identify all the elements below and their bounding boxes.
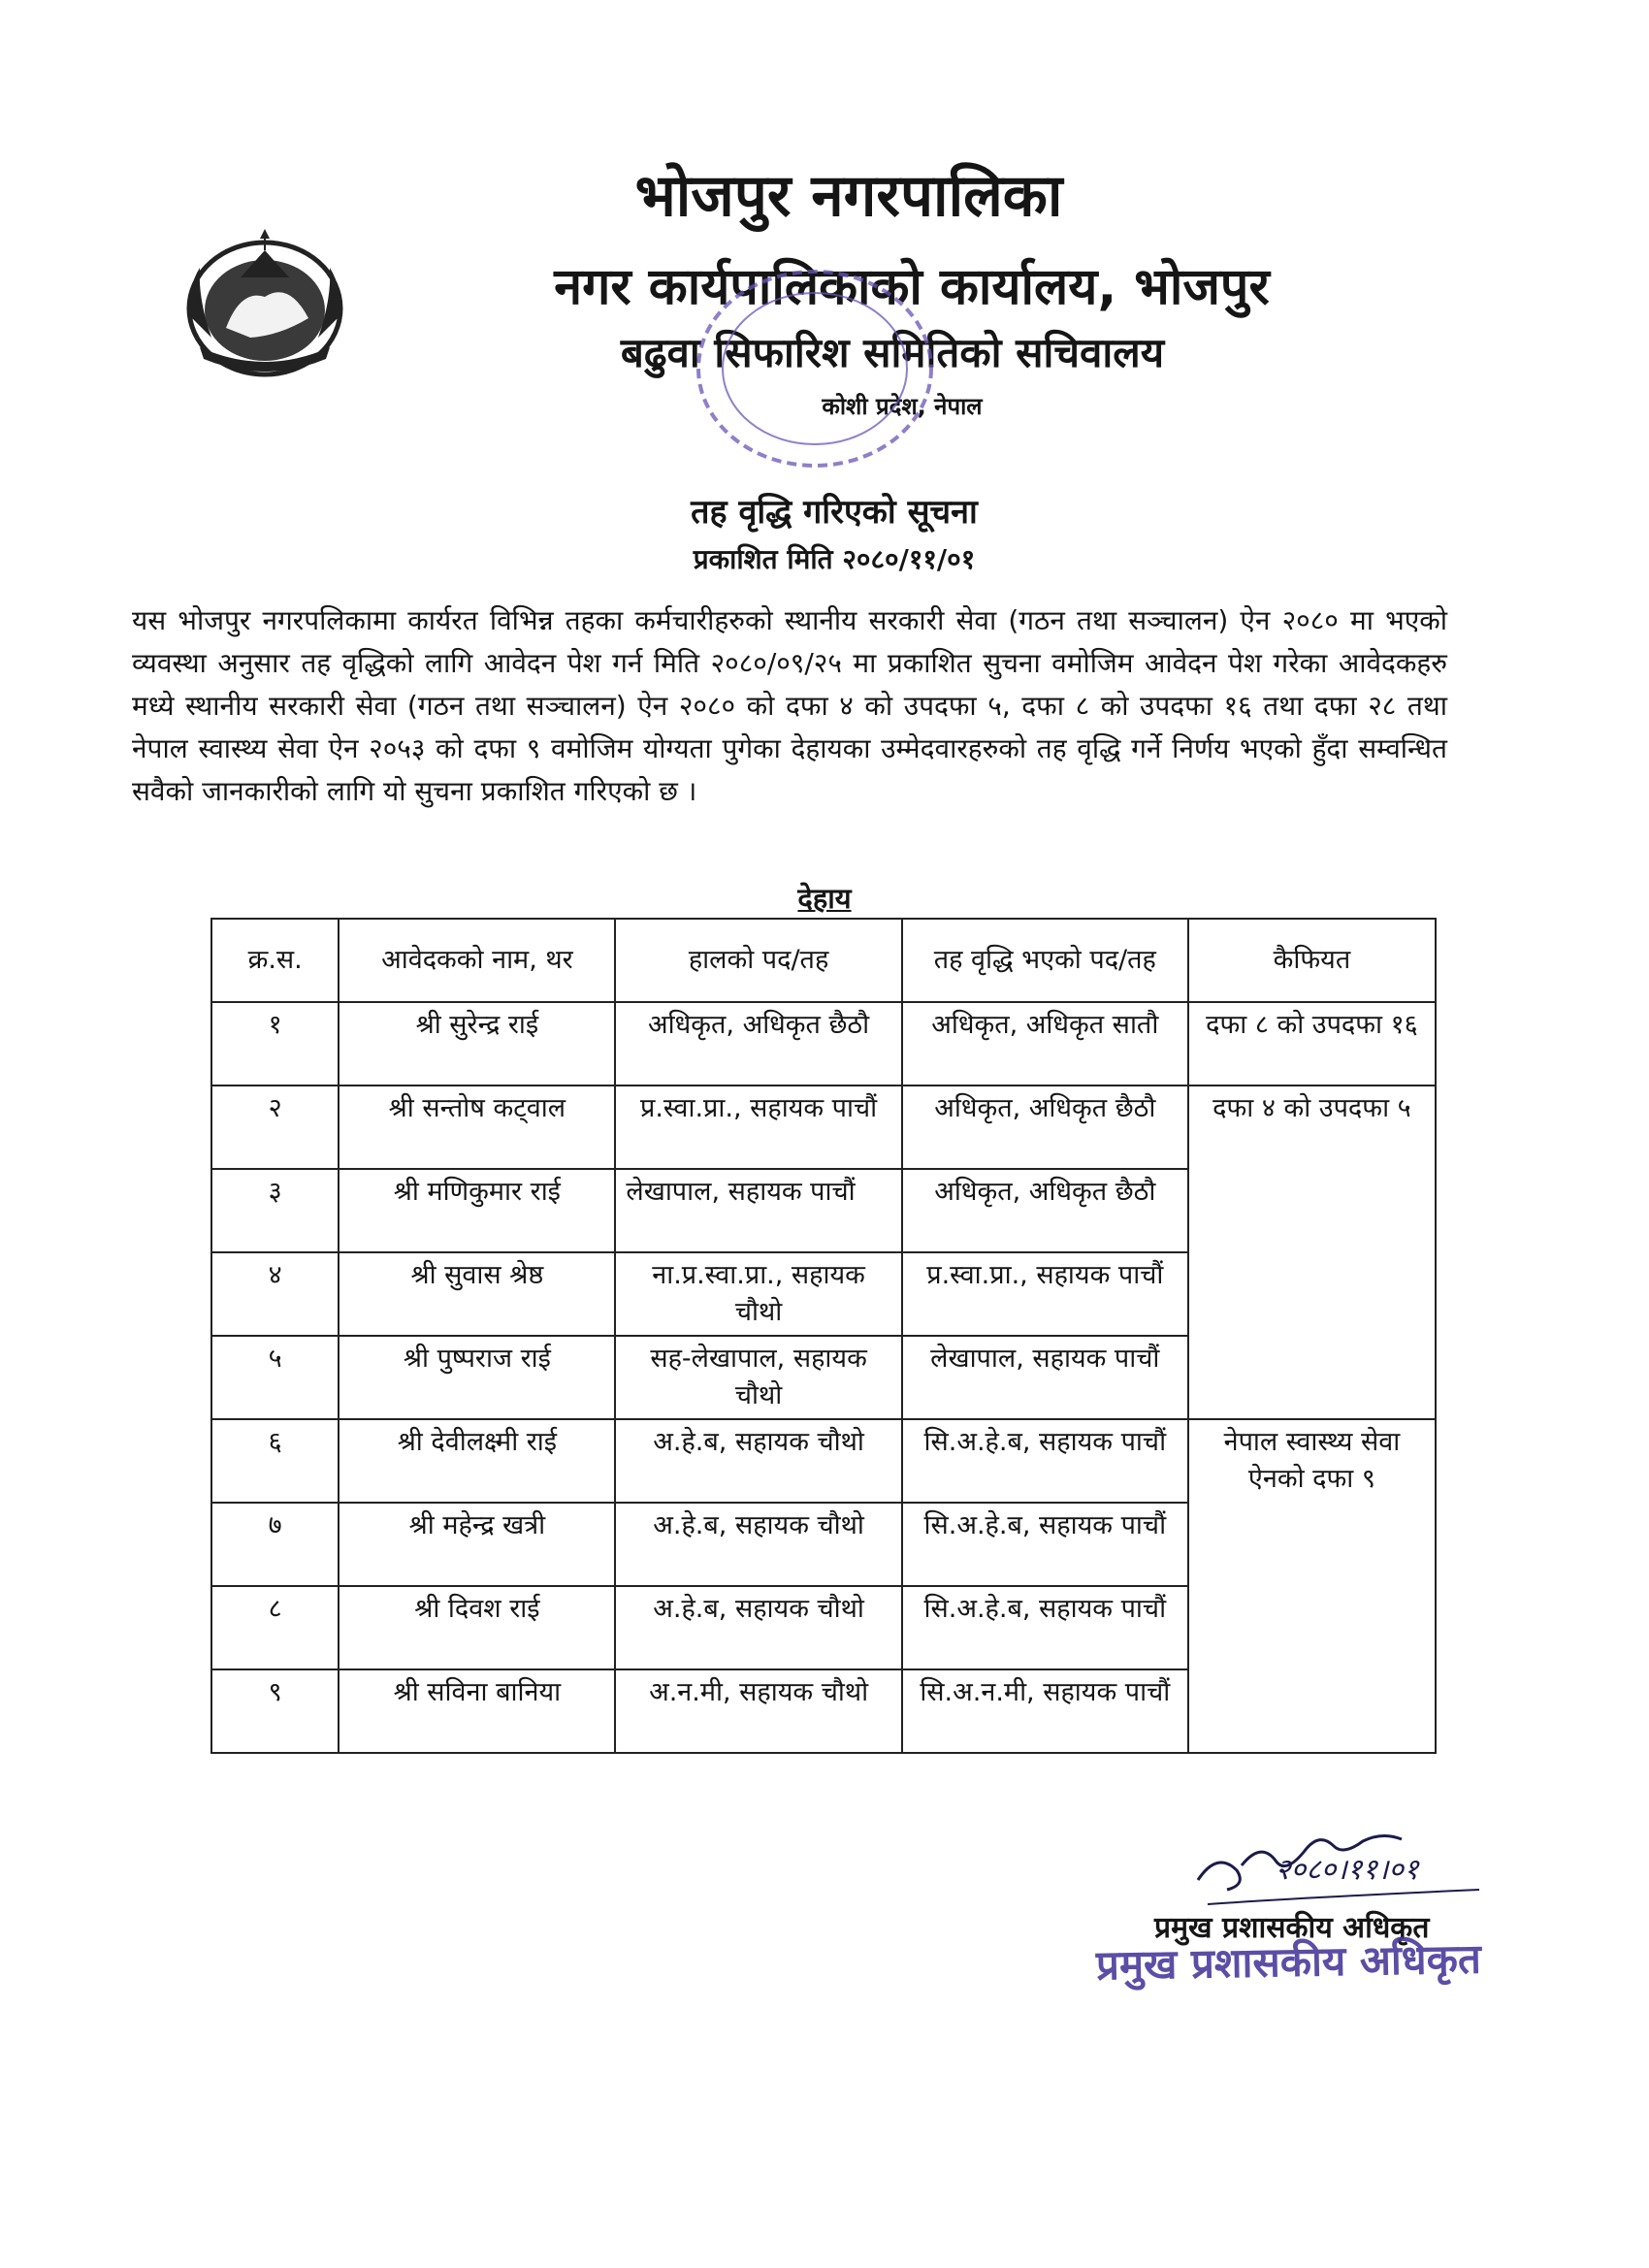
current-post-cell: सह-लेखापाल, सहायक चौथो [615,1336,901,1419]
name-cell: श्री पुष्पराज राई [339,1336,615,1419]
header-new-post: तह वृद्धि भएको पद/तह [902,919,1188,1002]
name-cell: श्री सविना बानिया [339,1669,615,1753]
new-post-cell: सि.अ.हे.ब, सहायक पाचौं [902,1586,1188,1669]
current-post-cell: ना.प्र.स्वा.प्रा., सहायक चौथो [615,1252,901,1336]
annex-heading: देहाय [797,882,852,915]
new-post-cell: लेखापाल, सहायक पाचौं [902,1336,1188,1419]
remarks-cell: दफा ८ को उपदफा १६ [1188,1002,1436,1085]
remarks-cell: नेपाल स्वास्थ्य सेवा ऐनको दफा ९ [1188,1419,1436,1753]
current-post-cell: अ.हे.ब, सहायक चौथो [615,1419,901,1503]
current-post-cell: अ.हे.ब, सहायक चौथो [615,1503,901,1586]
current-post-cell: लेखापाल, सहायक पाचौं [615,1169,901,1252]
header-remarks: कैफियत [1188,919,1436,1002]
table-header-row [211,919,1436,1002]
new-post-cell: अधिकृत, अधिकृत छैठौ [902,1085,1188,1169]
new-post-cell: प्र.स्वा.प्रा., सहायक पाचौं [902,1252,1188,1336]
current-post-cell: अ.न.मी, सहायक चौथो [615,1669,901,1753]
name-cell: श्री सुवास श्रेष्ठ [339,1252,615,1336]
serial-cell: १ [211,1002,339,1085]
serial-cell: ७ [211,1503,339,1586]
serial-cell: ९ [211,1669,339,1753]
signatory-stamp: प्रमुख प्रशासकीय अधिकृत [1095,1934,1482,1990]
serial-cell: ४ [211,1252,339,1336]
table-row [211,1085,1436,1169]
serial-cell: २ [211,1085,339,1169]
notice-body: यस भोजपुर नगरपलिकामा कार्यरत विभिन्न तहका कर्मचारीहरुको स्थानीय सरकारी सेवा (गठन तथा सञ्चालन) ऐन २०८० मा भएको व्यवस्था अनुसार तह वृद्धिको लागि आवेदन पेश गर्न मिति २०८०/०९/२५ मा प्रकाशित सुचना वमोजिम आवेदन पेश गरेका आवेदकहरु मध्ये स्थानीय सरकारी सेवा (गठन तथा सञ्चालन) ऐन २०८० को दफा ४ को उपदफा ५, दफा ८ को उपदफा १६ तथा दफा २८ तथा नेपाल स्वास्थ्य सेवा ऐन २०५३ को दफा ९ वमोजिम योग्यता पुगेका देहायका उम्मेदवारहरुको तह वृद्धि गर्ने निर्णय भएको हुँदा सम्वन्धित सवैको जानकारीको लागि यो सुचना प्रकाशित गरिएको छ । [132,604,1447,807]
name-cell: श्री दिवश राई [339,1586,615,1669]
name-cell: श्री सुरेन्द्र राई [339,1002,615,1085]
table-row [211,1002,1436,1085]
municipality-name: भोजपुर नगरपालिका [634,162,1063,230]
current-post-cell: अ.हे.ब, सहायक चौथो [615,1586,901,1669]
office-name: नगर कार्यपालिकाको कार्यालय, भोजपुर [554,258,1270,316]
serial-cell: ५ [211,1336,339,1419]
current-post-cell: प्र.स्वा.प्रा., सहायक पाचौं [615,1085,901,1169]
new-post-cell: सि.अ.हे.ब, सहायक पाचौं [902,1419,1188,1503]
new-post-cell: अधिकृत, अधिकृत सातौ [902,1002,1188,1085]
table-row [211,1419,1436,1503]
secretariat-name: बढुवा सिफारिश समितिको सचिवालय [620,329,1165,376]
name-cell: श्री सन्तोष कट्वाल [339,1085,615,1169]
name-cell: श्री महेन्द्र खत्री [339,1503,615,1586]
new-post-cell: अधिकृत, अधिकृत छैठौ [902,1169,1188,1252]
signatory-title: प्रमुख प्रशासकीय अधिकृत [1154,1911,1430,1945]
new-post-cell: सि.अ.हे.ब, सहायक पाचौं [902,1503,1188,1586]
province-line: कोशी प्रदेश, नेपाल [822,393,983,420]
serial-cell: ६ [211,1419,339,1503]
name-cell: श्री मणिकुमार राई [339,1169,615,1252]
serial-cell: ८ [211,1586,339,1669]
promotion-table [210,918,1437,1754]
remarks-cell: दफा ४ को उपदफा ५ [1188,1085,1436,1419]
published-date: प्रकाशित मिति २०८०/११/०१ [693,543,976,575]
new-post-cell: सि.अ.न.मी, सहायक पाचौं [902,1669,1188,1753]
header-serial: क्र.स. [211,919,339,1002]
signature-date: २०८०।११।०१ [1276,1853,1419,1887]
header-name: आवेदकको नाम, थर [339,919,615,1002]
name-cell: श्री देवीलक्ष्मी राई [339,1419,615,1503]
header-current-post: हालको पद/तह [615,919,901,1002]
notice-title: तह वृद्धि गरिएको सूचना [691,493,978,532]
current-post-cell: अधिकृत, अधिकृत छैठौ [615,1002,901,1085]
serial-cell: ३ [211,1169,339,1252]
office-stamp-icon [669,262,951,495]
